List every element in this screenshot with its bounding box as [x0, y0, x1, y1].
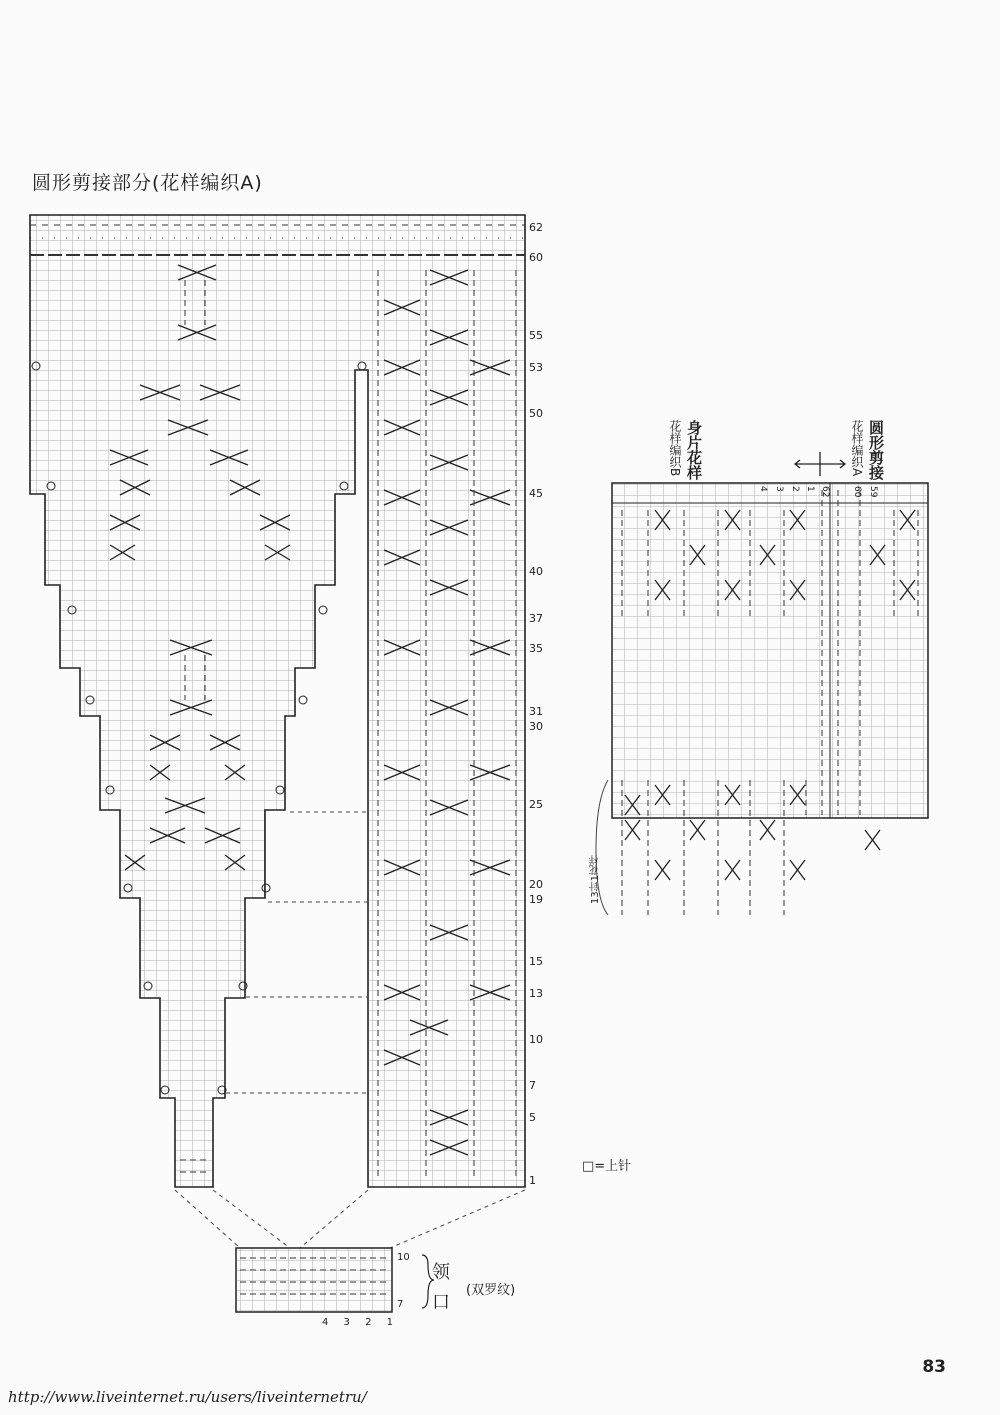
row-number: 20: [529, 878, 543, 891]
legend: [582, 1155, 631, 1174]
row-number: 40: [529, 565, 543, 578]
col-number: 59: [868, 486, 878, 498]
row-number: 15: [529, 955, 543, 968]
neck-col-numbers: 4 3 2 1: [322, 1317, 399, 1328]
chart-title: 圆形剪接部分(花样编织A): [32, 172, 263, 194]
label-yoke: 圆形剪接: [867, 420, 885, 480]
label-body-pattern: 身片花样: [685, 420, 703, 480]
neck-row-bottom: 7: [397, 1299, 404, 1310]
legend-text: □=上针: [582, 1159, 632, 1174]
row-number: 50: [529, 407, 543, 420]
yoke-chart-outline: [30, 215, 525, 1187]
row-number: 37: [529, 612, 543, 625]
row-number: 45: [529, 487, 543, 500]
row-number: 55: [529, 329, 543, 342]
neck-sub-label: (双罗纹): [466, 1283, 516, 1298]
row-number: 30: [529, 720, 543, 733]
neck-row-top: 10: [397, 1252, 410, 1263]
neck-label: 领口: [432, 1262, 450, 1313]
row-number: 19: [529, 893, 543, 906]
row-number: 31: [529, 705, 543, 718]
col-number: 62: [820, 486, 830, 498]
body-pattern-chart: [612, 483, 928, 818]
row-number: 25: [529, 798, 543, 811]
row-number: 35: [529, 642, 543, 655]
label-pattern-a: 花样编织A: [850, 420, 864, 477]
label-pattern-b: 花样编织B: [668, 420, 682, 477]
join-arrow: [795, 452, 845, 476]
col-number: 60: [852, 486, 862, 498]
row-number: 13: [529, 987, 543, 1000]
col-number: 4: [758, 486, 768, 492]
row-number: 60: [529, 251, 543, 264]
row-number: 62: [529, 221, 543, 234]
page-number: 83: [922, 1357, 946, 1377]
row-number: 5: [529, 1111, 536, 1124]
source-url: http://www.liveinternet.ru/users/liveinternetru/: [8, 1388, 367, 1406]
col-number: 1: [805, 486, 815, 492]
col-number: 2: [790, 486, 800, 492]
row-number: 53: [529, 361, 543, 374]
repeat-label: 13针1花样: [590, 855, 601, 905]
col-number: 3: [774, 486, 784, 492]
row-number: 7: [529, 1079, 536, 1092]
row-number: 1: [529, 1174, 536, 1187]
row-number: 10: [529, 1033, 543, 1046]
